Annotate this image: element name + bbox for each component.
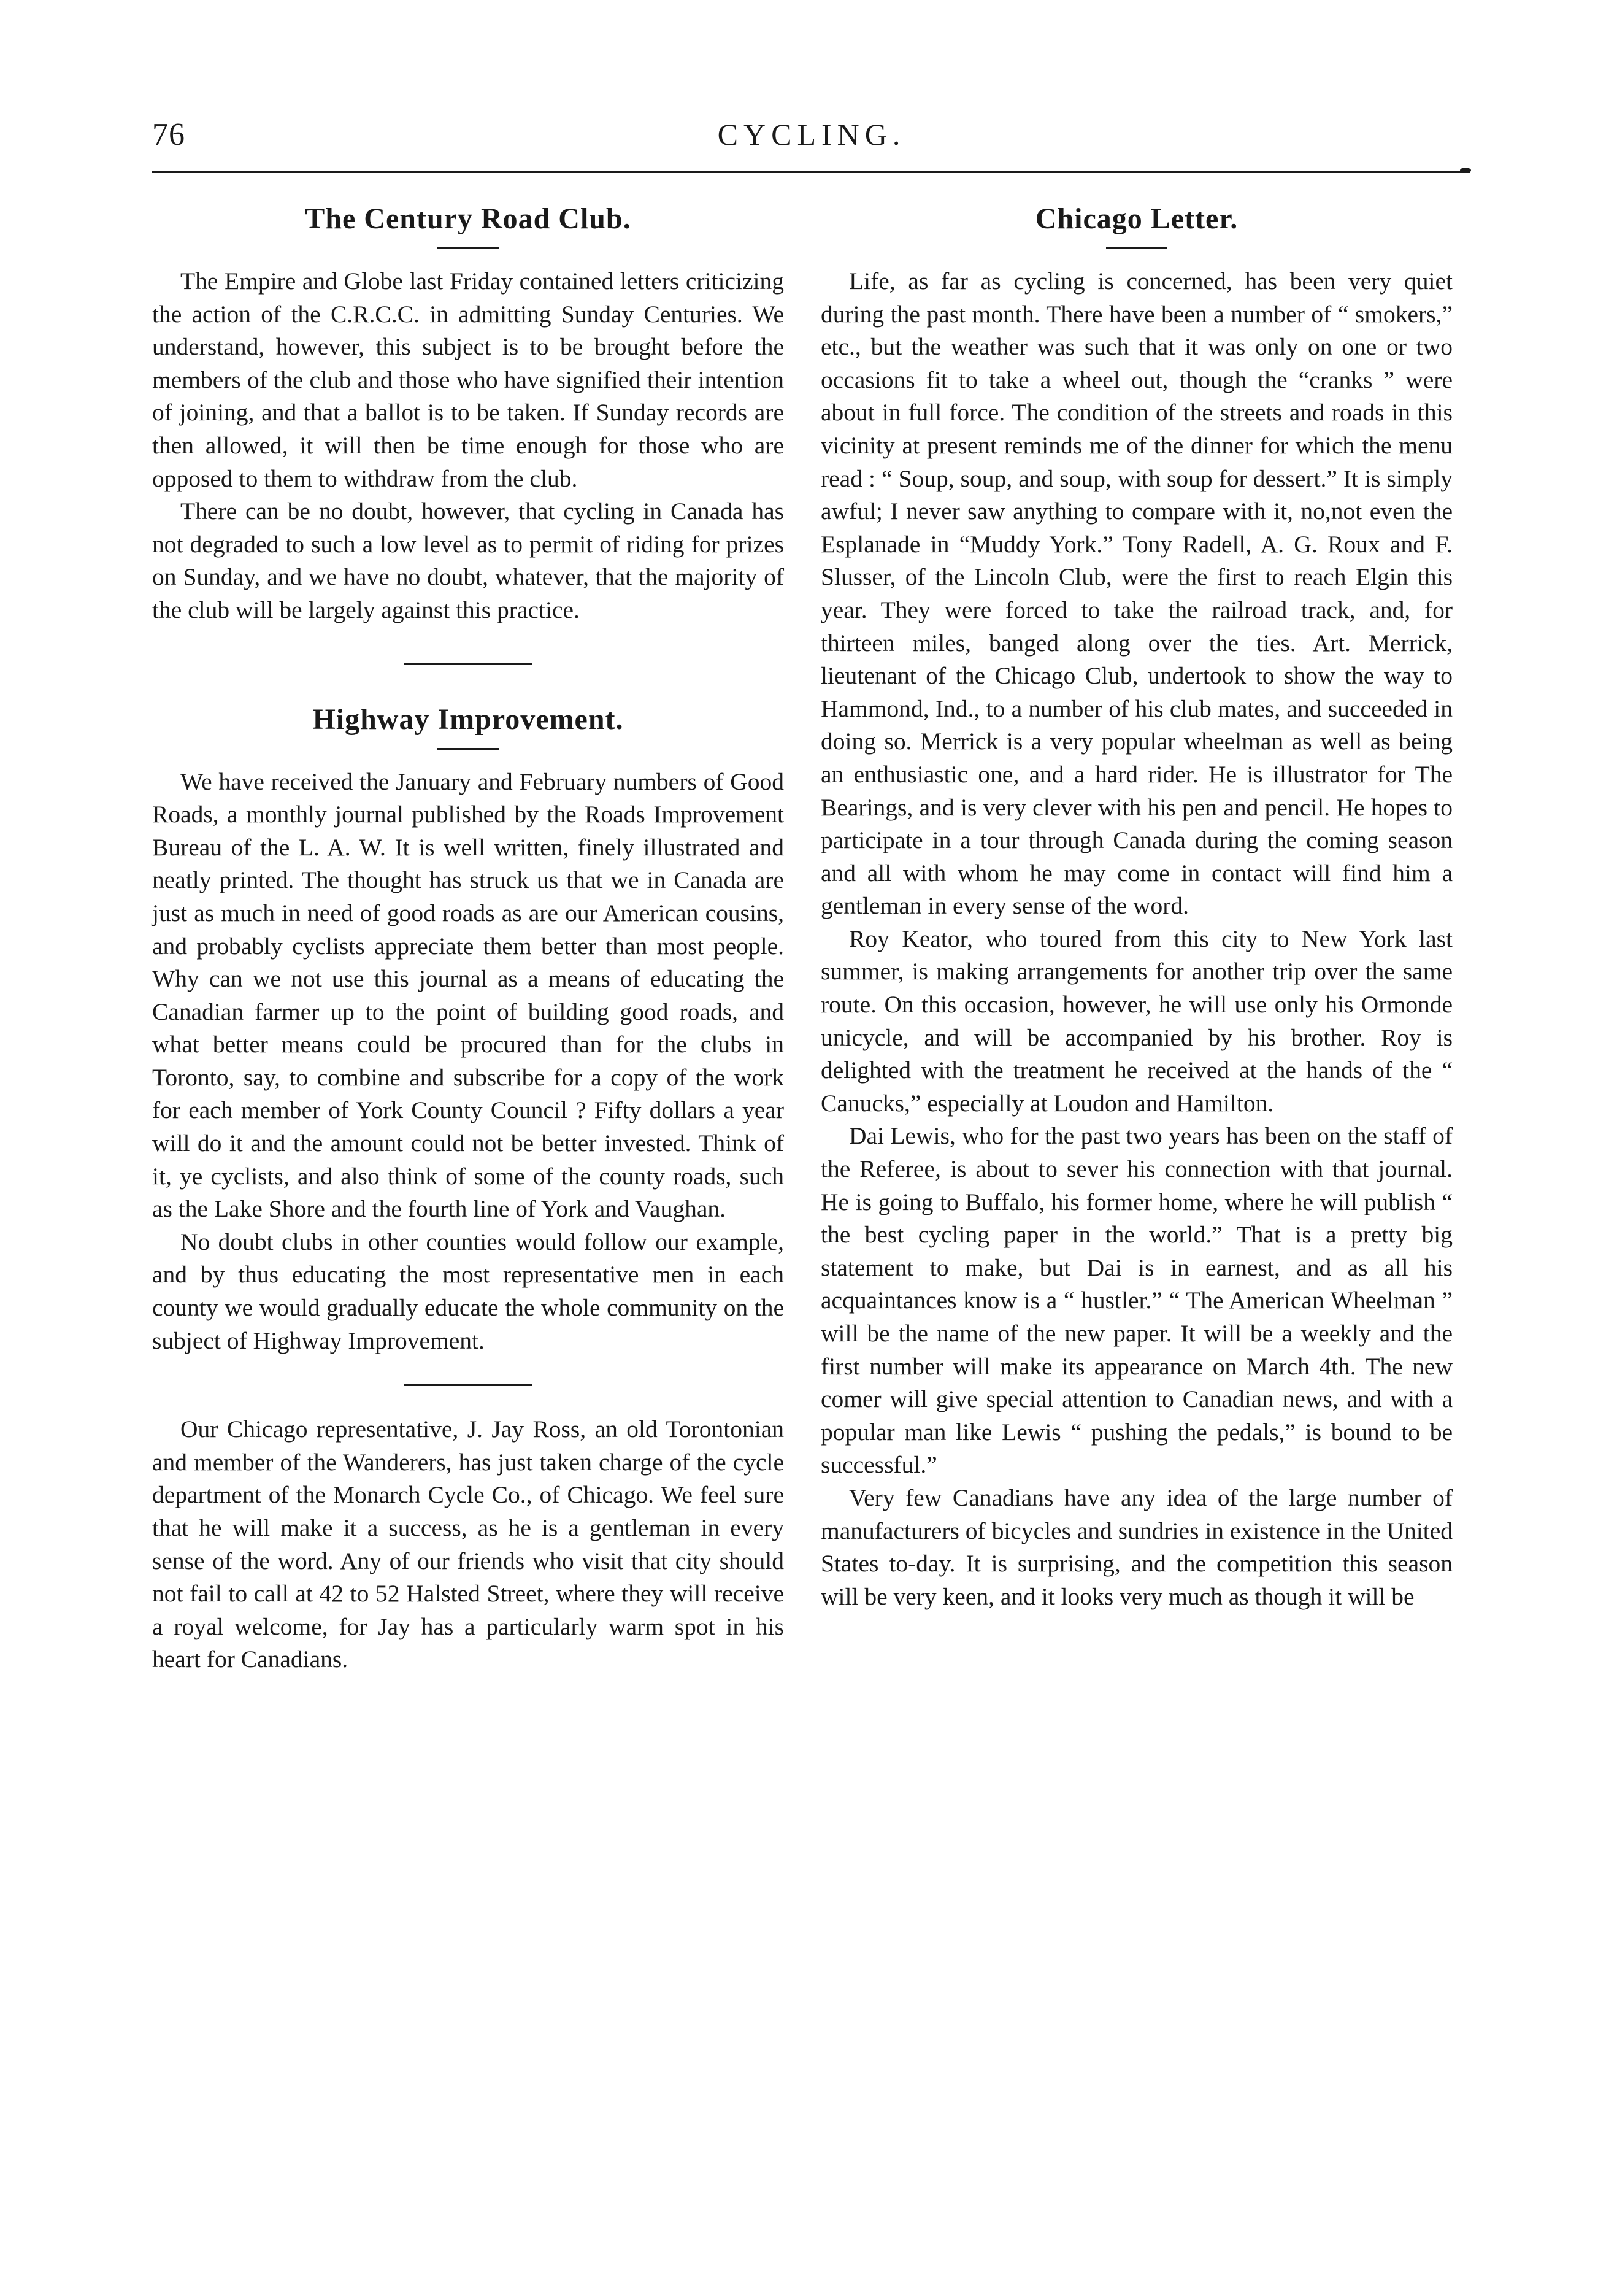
title-rule — [437, 748, 499, 750]
article-chicago-letter — [821, 199, 1453, 1613]
paragraph: Our Chicago representative, J. Jay Ross, an old Torontonian and member of the Wanderers, has just taken charge of the cycle department of the Monarch Cycle Co., of Chicago. We feel sure that he will make it a success, as he is a gentleman in every sense of the word. Any of our friends who visit that city should not fail to call at 42 to 52 Halsted Street, where they will receive a royal welcome, for Jay has a particularly warm spot in his heart for Canadians. — [152, 1416, 784, 1673]
paragraph: We have received the January and February numbers of Good Roads, a monthly journal published by the Roads Improvement Bureau of the L. A. W. It is well written, finely illustrated and neatly printed. The thought has struck us that we in Canada are just as much in need of good roads as are our American cousins, and probably cyclists appreciate them better than most people. Why can we not use this journal as a means of educating the Canadian farmer up to the point of building good roads, and what better means could be procured than for the clubs in Toronto, say, to combine and subscribe for a copy of the work for each member of York County Council ? Fifty dollars a year will do it and the amount could not be better invested. Think of it, ye cyclists, and also think of some of the county roads, such as the Lake Shore and the fourth line of York and Vaughan. — [152, 768, 784, 1223]
title-rule — [437, 247, 499, 249]
header-rule-ornament — [1460, 168, 1471, 173]
title-rule — [1106, 247, 1167, 249]
article-title: The Century Road Club. — [305, 202, 631, 235]
right-column — [821, 199, 1453, 1613]
paragraph: No doubt clubs in other counties would follow our example, and by thus educating the most representative men in each county we would gradually educate the whole community on the subject of Highway Improvement. — [152, 1228, 784, 1354]
header-rule — [152, 171, 1470, 173]
paragraph: Roy Keator, who toured from this city to New York last summer, is making arrangements for another trip over the same route. On this occasion, however, he will use only his Ormonde unicycle, and will be accompanied by his brother. Roy is delighted with the treatment he received at the hands of the “ Canucks,” especially at Loudon and Hamilton. — [821, 925, 1453, 1117]
running-head: CYCLING. — [717, 117, 906, 152]
article-title: Chicago Letter. — [1035, 202, 1239, 235]
article-century-road-club — [152, 199, 784, 627]
paragraph: Dai Lewis, who for the past two years has been on the staff of the Referee, is about to sever his connection with that journal. He is going to Buffalo, his former home, where he will publish “ the best cycling paper in the world.” That is a pretty big statement to make, but Dai is in earnest, and as all his acquaintances know is a “ hustler.” “ The American Wheelman ” will be the name of the new paper. It will be a weekly and the first number will make its appearance on March 4th. The new comer will give special attention to Canadian news, and with a popular man like Lewis “ pushing the pedals,” is bound to be successful.” — [821, 1122, 1453, 1479]
article-title: Highway Improvement. — [312, 703, 624, 736]
paragraph: Life, as far as cycling is concerned, has been very quiet during the past month. There have been a number of “ smokers,” etc., but the weather was such that it was only on one or two occasions fit to take a wheel out, though the “cranks ” were about in full force. The condition of the streets and roads in this vicinity at present reminds me of the dinner for which the menu read : “ Soup, soup, and soup, with soup for dessert.” It is simply awful; I never saw anything to compare with it, no,not even the Esplanade in “Muddy York.” Tony Radell, A. G. Roux and F. Slusser, of the Lincoln Club, were the first to reach Elgin this year. They were forced to take the railroad track, and, for thirteen miles, banged along over the ties. Art. Merrick, lieutenant of the Chicago Club, undertook to show the way to Hammond, Ind., to a number of his club mates, and succeeded in doing so. Merrick is a very popular wheelman as well as being an enthusiastic one, and a hard rider. He is illustrator for The Bearings, and is very clever with his pen and pencil. He hopes to participate in a tour through Canada during the coming season and all with whom he may come in contact will find him a gentleman in every sense of the word. — [821, 268, 1453, 920]
left-column — [152, 199, 784, 1676]
paragraph: The Empire and Globe last Friday contained letters criticizing the action of the C.R.C.C. in admitting Sunday Centuries. We understand, however, this subject is to be brought before the members of the club and those who have signified their intention of joining, and that a ballot is to be taken. If Sunday records are then allowed, it will then be time enough for those who are opposed to them to withdraw from the club. — [152, 268, 784, 492]
page-number: 76 — [152, 117, 185, 152]
page-header — [152, 110, 1471, 166]
section-divider — [404, 663, 532, 665]
article-highway-improvement — [152, 700, 784, 1358]
paragraph: There can be no doubt, however, that cycling in Canada has not degraded to such a low level as to permit of riding for prizes on Sunday, and we have no doubt, whatever, that the majority of the club will be largely against this practice. — [152, 498, 784, 623]
article-chicago-representative — [152, 1413, 784, 1676]
section-divider — [404, 1384, 532, 1386]
paragraph: Very few Canadians have any idea of the large number of manufacturers of bicycles and sundries in existence in the United States to-day. It is surprising, and the competition this season will be very keen, and it looks very much as though it will be — [821, 1484, 1453, 1610]
